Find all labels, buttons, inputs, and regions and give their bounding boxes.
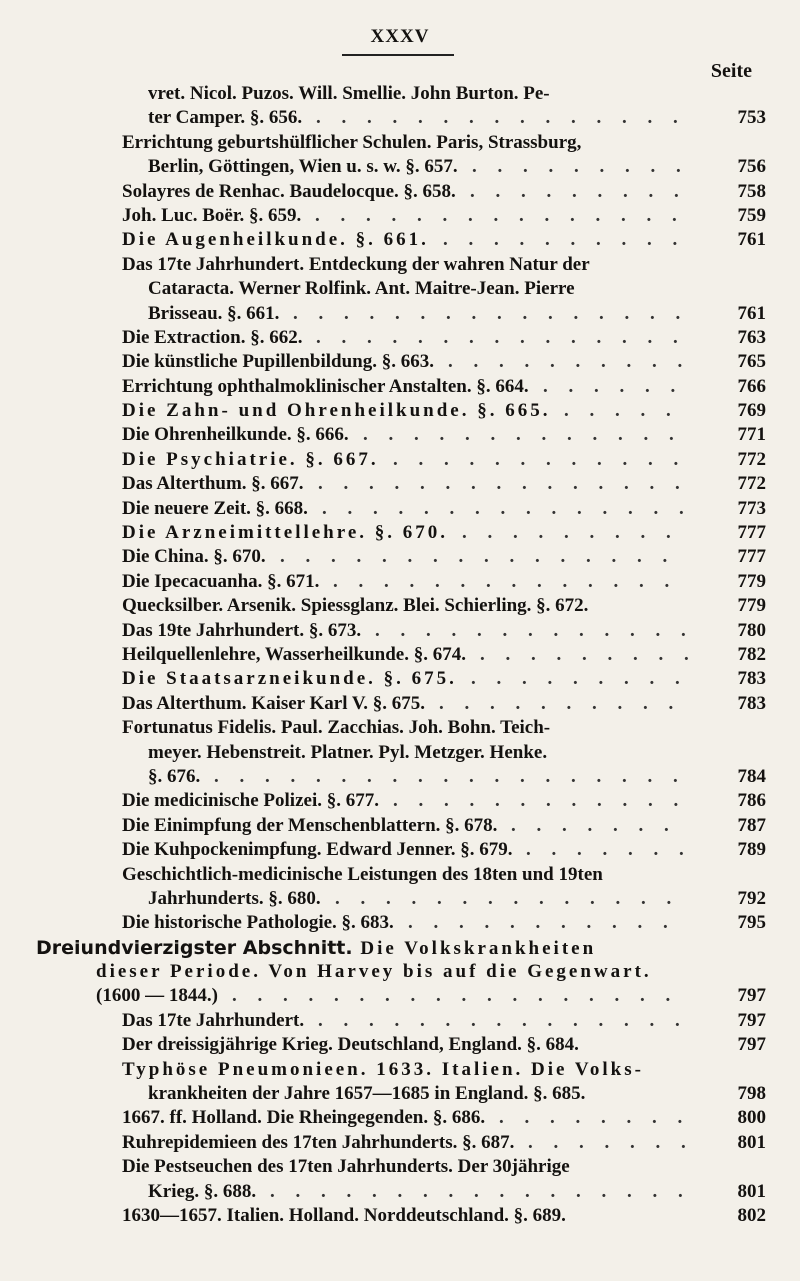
dot-leader: . . . . . . . . . . — [439, 692, 682, 714]
dot-leader: . . . . . . . — [528, 1131, 694, 1153]
toc-line — [0, 1082, 800, 1106]
toc-line — [0, 1131, 800, 1155]
page-number: 772 — [737, 448, 766, 470]
toc-entry-text: Die künstliche Pupillenbildung. §. 663. — [122, 351, 434, 373]
toc-entry-text: Brisseau. §. 661. — [148, 302, 280, 324]
toc-line — [0, 253, 800, 277]
toc-entry-text: krankheiten der Jahre 1657—1685 in England. §. 685. — [148, 1083, 586, 1105]
toc-entry-text: ter Camper. §. 656. — [148, 107, 303, 129]
dot-leader: . . . . . — [564, 400, 679, 422]
toc-entry-text: Das 19te Jahrhundert. §. 673. — [122, 619, 362, 641]
toc-entry-text: Krieg. §. 688. — [148, 1180, 257, 1202]
toc-entry-text: Heilquellenlehre, Wasserheilkunde. §. 674. — [122, 643, 466, 665]
toc-entry-text: Cataracta. Werner Rolfink. Ant. Maitre-Jean. Pierre — [148, 278, 575, 300]
toc-entry-text: Die Pestseuchen des 17ten Jahrhunderts. Der 30jährige — [122, 1156, 570, 1178]
dot-leader: . . . . . . . . . . — [448, 351, 691, 373]
toc-line — [0, 692, 800, 716]
toc-line — [0, 204, 800, 228]
toc-line — [0, 155, 800, 179]
toc-entry-text: Die historische Pathologie. §. 683. — [122, 912, 394, 934]
toc-line — [0, 887, 800, 911]
page-number: 780 — [737, 619, 766, 641]
page-number: 771 — [737, 424, 766, 446]
dot-leader: . . . . . . . . . . . . . . — [333, 570, 678, 592]
toc-line — [0, 423, 800, 447]
toc-entry-text: Die Einimpfung der Menschenblattern. §. 678. — [122, 814, 498, 836]
toc-entry-text: §. 676. — [148, 765, 201, 787]
toc-line — [0, 1009, 800, 1033]
dot-leader: . . . . . . . . . . . . . . . . . — [270, 1180, 691, 1202]
page-number: 802 — [737, 1204, 766, 1226]
page-number: 789 — [737, 839, 766, 861]
toc-line — [0, 814, 800, 838]
dot-leader: . . . . . . — [543, 375, 684, 397]
toc-entry-text: Die Ipecacuanha. §. 671. — [122, 570, 320, 592]
toc-line — [0, 594, 800, 618]
toc-line — [0, 545, 800, 569]
dot-leader: . . . . . . . . . . . . . . . — [315, 204, 685, 226]
page-number: 779 — [737, 595, 766, 617]
dot-leader: . . . . . . . . . . . . . . . . — [293, 302, 689, 324]
page-number: 795 — [737, 912, 766, 934]
toc-entry-text: Das 17te Jahrhundert. — [122, 1009, 305, 1031]
page-number: 801 — [737, 1180, 766, 1202]
toc-entry-text: Die Psychiatrie. §. 667. — [122, 448, 379, 470]
toc-entry-text: (1600 — 1844.) — [96, 985, 218, 1007]
toc-entry-text: 1630—1657. Italien. Holland. Norddeutschland. §. 689. — [122, 1204, 566, 1226]
toc-line — [0, 741, 800, 765]
toc-entry-text: meyer. Hebenstreit. Platner. Pyl. Metzger. Henke. — [148, 741, 548, 763]
toc-entry-text: Jahrhunderts. §. 680. — [148, 887, 321, 909]
dot-leader: . . . . . . . . . . . . . . . — [316, 326, 686, 348]
dot-leader: . . . . . . . . . . . . . . . . . . . — [214, 765, 686, 787]
toc-line — [0, 131, 800, 155]
dot-leader: . . . . . . . . . . . . — [393, 790, 687, 812]
toc-line — [0, 326, 800, 350]
toc-entry-text: Die China. §. 670. — [122, 546, 266, 568]
toc-entry-text: Typhöse Pneumonieen. 1633. Italien. Die Volks- — [122, 1058, 644, 1080]
page-number: 765 — [737, 351, 766, 373]
page-number: 779 — [737, 570, 766, 592]
toc-line — [0, 765, 800, 789]
dot-leader: . . . . . . . . . — [480, 643, 697, 665]
page-number: 797 — [737, 985, 766, 1007]
dot-leader: . . . . . . . . . — [471, 668, 688, 690]
dot-leader: . . . . . . . . . . . — [408, 912, 676, 934]
seite-column-label: Seite — [710, 60, 752, 82]
section-title: Dreiundvierzigster Abschnitt. — [36, 936, 353, 959]
page-number: 792 — [737, 887, 766, 909]
dot-leader: . . . . . . . . — [499, 1107, 691, 1129]
dot-leader: . . . . . . . . . . — [443, 229, 686, 251]
toc-line — [0, 375, 800, 399]
dot-leader: . . . . . . . . . . . . . . . — [322, 497, 692, 519]
toc-line — [0, 1033, 800, 1057]
toc-entry-text: Das Alterthum. §. 667. — [122, 473, 304, 495]
toc-line — [0, 82, 800, 106]
toc-line — [0, 521, 800, 545]
header-rule — [342, 54, 454, 56]
toc-line — [0, 789, 800, 813]
toc-entry-text: Der dreissigjährige Krieg. Deutschland, England. §. 684. — [122, 1034, 579, 1056]
toc-line — [0, 1106, 800, 1130]
toc-entry-text: dieser Periode. Von Harvey bis auf die Gegenwart. — [96, 961, 652, 983]
page-number: 783 — [737, 668, 766, 690]
page-number: 787 — [737, 814, 766, 836]
page-number: 783 — [737, 692, 766, 714]
toc-line — [0, 350, 800, 374]
page-number: 759 — [737, 204, 766, 226]
toc-line — [0, 936, 800, 960]
toc-line — [0, 106, 800, 130]
page-header-numeral: XXXV — [370, 26, 430, 47]
toc-line — [0, 472, 800, 496]
toc-entry-text: Die Augenheilkunde. §. 661. — [122, 229, 429, 251]
page-number: 777 — [737, 522, 766, 544]
toc-entry-text: Das 17te Jahrhundert. Entdeckung der wahren Natur der — [122, 253, 590, 275]
toc-entry-text: Die medicinische Polizei. §. 677. — [122, 790, 379, 812]
toc-line — [0, 228, 800, 252]
toc-line — [0, 1180, 800, 1204]
toc-line — [0, 1155, 800, 1179]
page-number: 773 — [737, 497, 766, 519]
page-number: 769 — [737, 400, 766, 422]
toc-line — [0, 448, 800, 472]
toc-line — [0, 838, 800, 862]
toc-entry-text: Errichtung ophthalmoklinischer Anstalten. §. 664. — [122, 375, 529, 397]
dot-leader: . . . . . . . — [511, 814, 677, 836]
page-number: 797 — [737, 1034, 766, 1056]
page-number: 763 — [737, 326, 766, 348]
dot-leader: . . . . . . . . . . . . . . . — [316, 107, 686, 129]
dot-leader: . . . . . . . . . . . . . . . — [318, 1009, 688, 1031]
toc-entry-text: Errichtung geburtshülflicher Schulen. Paris, Strassburg, — [122, 131, 582, 153]
toc-line — [0, 863, 800, 887]
page-number: 784 — [737, 765, 766, 787]
page-number: 786 — [737, 790, 766, 812]
toc-line — [0, 180, 800, 204]
toc-entry-text: Quecksilber. Arsenik. Spiessglanz. Blei. Schierling. §. 672. — [122, 595, 589, 617]
toc-line — [0, 1058, 800, 1082]
toc-entry-text: Die Kuhpockenimpfung. Edward Jenner. §. 679. — [122, 839, 513, 861]
page-number: 756 — [737, 156, 766, 178]
dot-leader: . . . . . . . . . . . . . . . . . . — [232, 985, 679, 1007]
toc-entry-text: Berlin, Göttingen, Wien u. s. w. §. 657. — [148, 156, 458, 178]
toc-line — [0, 497, 800, 521]
section-subtitle: Die Volkskrankheiten — [352, 937, 597, 959]
section-heading — [36, 936, 596, 961]
toc-entry-text: Die Zahn- und Ohrenheilkunde. §. 665. — [122, 400, 551, 422]
toc-line — [0, 1204, 800, 1228]
page-number: 761 — [737, 229, 766, 251]
toc-entry-text: Geschichtlich-medicinische Leistungen des 18ten und 19ten — [122, 863, 603, 885]
page-number: 766 — [737, 375, 766, 397]
page-number: 777 — [737, 546, 766, 568]
toc-entry-text: Die Staatsarzneikunde. §. 675. — [122, 668, 457, 690]
toc-line — [0, 667, 800, 691]
toc-entry-text: vret. Nicol. Puzos. Will. Smellie. John Burton. Pe- — [148, 83, 550, 104]
toc-line — [0, 619, 800, 643]
toc-entry-text: 1667. ff. Holland. Die Rheingegenden. §. 686. — [122, 1107, 486, 1129]
toc-entry-text: Solayres de Renhac. Baudelocque. §. 658. — [122, 180, 456, 202]
dot-leader: . . . . . . . . . — [472, 156, 689, 178]
dot-leader: . . . . . . . . . . . . . . . — [318, 473, 688, 495]
toc-line — [0, 643, 800, 667]
page-number: 797 — [737, 1009, 766, 1031]
page-number: 782 — [737, 643, 766, 665]
toc-entry-text: Joh. Luc. Boër. §. 659. — [122, 204, 302, 226]
dot-leader: . . . . . . . . . . . . . — [375, 619, 694, 641]
toc-entry-text: Die Ohrenheilkunde. §. 666. — [122, 424, 349, 446]
toc-line — [0, 911, 800, 935]
page-number: 800 — [737, 1107, 766, 1129]
toc-line — [0, 399, 800, 423]
page-number: 801 — [737, 1131, 766, 1153]
toc-entry-text: Die Arzneimittellehre. §. 670. — [122, 522, 449, 544]
toc-line — [0, 302, 800, 326]
dot-leader: . . . . . . . — [526, 839, 692, 861]
dot-leader: . . . . . . . . . . . . . . . . — [280, 546, 676, 568]
dot-leader: . . . . . . . . . . . . . — [363, 424, 682, 446]
toc-line — [0, 984, 800, 1008]
toc-line — [0, 570, 800, 594]
toc-entry-text: Das Alterthum. Kaiser Karl V. §. 675. — [122, 692, 425, 714]
page-number: 758 — [737, 180, 766, 202]
toc-entry-text: Die Extraction. §. 662. — [122, 326, 303, 348]
dot-leader: . . . . . . . . . . . . — [393, 448, 687, 470]
page-number: 761 — [737, 302, 766, 324]
toc-entry-text: Ruhrepidemieen des 17ten Jahrhunderts. §. 687. — [122, 1131, 515, 1153]
dot-leader: . . . . . . . . . . . . . . — [335, 887, 680, 909]
toc-line — [0, 960, 800, 984]
toc-entry-text: Fortunatus Fidelis. Paul. Zacchias. Joh. Bohn. Teich- — [122, 717, 551, 739]
dot-leader: . . . . . . . . . — [470, 180, 687, 202]
dot-leader: . . . . . . . . . — [462, 522, 679, 544]
page-number: 772 — [737, 473, 766, 495]
toc-line — [0, 716, 800, 740]
toc-entry-text: Die neuere Zeit. §. 668. — [122, 497, 308, 519]
toc-line — [0, 277, 800, 301]
toc-entries — [0, 82, 800, 1228]
page-number: 798 — [737, 1083, 766, 1105]
page-number: 753 — [737, 107, 766, 129]
